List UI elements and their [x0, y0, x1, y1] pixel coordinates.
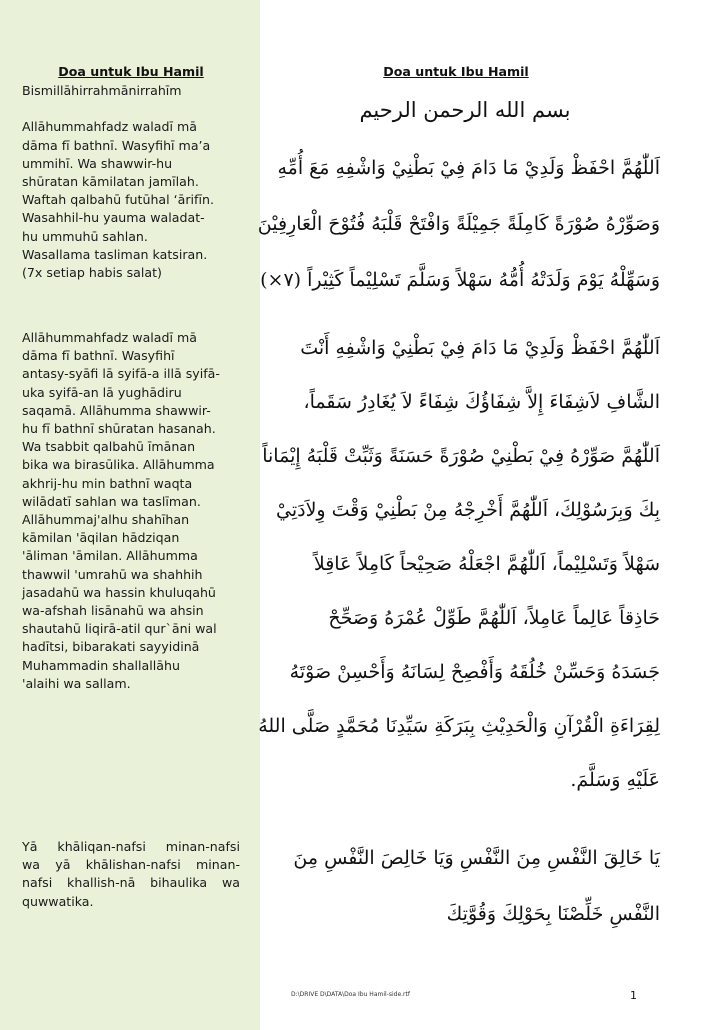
latin-line: dāma fī bathnī. Wasyfihī [22, 348, 175, 364]
latin-line: wa yā khālishan-nafsi minan- [22, 857, 240, 873]
latin-line: Yā khāliqan-nafsi minan-nafsi [22, 839, 240, 854]
arabic-line: اَللّٰهُمَّ احْفَظْ وَلَدِيْ مَا دَامَ فِيْ بَطْنِيْ وَاشْفِهِ أَنْتَ [300, 337, 660, 359]
footer-file-path: D:\DRIVE D\DATA\Doa Ibu Hamil-side.rtf [291, 991, 410, 998]
arabic-line: الشَّافِ لاَشِفَاءَ إِلاَّ شِفَاؤُكَ شِفَاءً لاَ يُغَادِرُ سَقَماً، [303, 391, 660, 413]
latin-paragraph-2 [22, 329, 240, 693]
arabic-line: بِكَ وَبِرَسُوْلِكَ، اَللّٰهُمَّ أَخْرِجْهُ مِنْ بَطْنِيْ وَقْتَ وِلاَدَتِيْ [276, 499, 660, 521]
latin-line: 'alaihi wa sallam. [22, 675, 131, 691]
latin-line: bika wa birasūlika. Allāhumma [22, 457, 215, 473]
latin-line: shautahū liqirā-atil qur`āni wal [22, 621, 217, 637]
latin-line: dāma fī bathnī. Wasyfihī ma’a [22, 137, 211, 153]
latin-line: Allāhummahfadz waladī mā [22, 330, 198, 345]
arabic-line: جَسَدَهُ وَحَسِّنْ خُلُقَهُ وَأَفْصِحْ لِسَانَهُ وَأَحْسِنْ صَوْتَهُ [289, 661, 660, 683]
latin-line: kāmilan 'āqilan hādziqan [22, 530, 180, 546]
latin-line: Wasallama tasliman katsiran. [22, 246, 208, 262]
left-title: Doa untuk Ibu Hamil [58, 64, 204, 79]
latin-line: Bismillāhirrahmānirrahīm [22, 83, 182, 98]
latin-line: Allāhummahfadz waladī mā [22, 119, 198, 135]
latin-line: Allāhummaj'alhu shahīhan [22, 512, 190, 528]
latin-line: Waftah qalbahū futūhal ‘ārifīn. [22, 192, 214, 208]
latin-line: Muhammadin shallallāhu [22, 657, 180, 673]
latin-line: saqamā. Allāhumma shawwir- [22, 402, 211, 418]
arabic-line: اَللّٰهُمَّ صَوِّرْهُ فِيْ بَطْنِيْ صُوْرَةً حَسَنَةً وَثَبِّتْ قَلْبَهُ إِيْمَاناً [262, 445, 660, 467]
latin-line: Wa tsabbit qalbahū īmānan [22, 439, 196, 455]
latin-paragraph-3 [22, 838, 240, 911]
latin-line: thawwil 'umrahū wa shahhih [22, 566, 203, 582]
latin-line: jasadahū wa hassin khuluqahū [22, 584, 216, 600]
arabic-line: النَّفْسِ خَلِّصْنَا بِحَوْلِكَ وَقُوَّتِكَ [446, 903, 660, 925]
latin-line: quwwatika. [22, 893, 94, 909]
right-title: Doa untuk Ibu Hamil [383, 64, 529, 79]
page-number: 1 [630, 989, 637, 1002]
arabic-line: عَلَيْهِ وَسَلَّمَ. [570, 769, 660, 791]
latin-paragraph-1 [22, 82, 240, 282]
latin-line: akhrij-hu min bathnī waqta [22, 475, 193, 491]
latin-line: ummihī. Wa shawwir-hu [22, 155, 173, 171]
arabic-paragraph-2 [258, 321, 660, 807]
latin-line: hadītsi, bibarakati sayyidinā [22, 639, 200, 655]
latin-line: 'āliman 'āmilan. Allāhumma [22, 548, 198, 564]
latin-line: shūratan kāmilatan jamīlah. [22, 174, 199, 189]
arabic-paragraph-1 [257, 140, 660, 308]
bismillah: بسم الله الرحمن الرحيم [359, 98, 571, 122]
latin-line: uka syifā-an lā yughādiru [22, 384, 182, 400]
arabic-line: وَصَوِّرْهُ صُوْرَةً كَامِلَةً جَمِيْلَةً وَافْتَحْ قَلْبَهُ فُتُوْحَ الْعَارِفِيْنَ [257, 213, 660, 235]
latin-line: hu ummuhū sahlan. [22, 228, 148, 244]
latin-line: antasy-syāfi lā syifā-a illā syifā- [22, 366, 220, 382]
latin-line: hu fī bathnī shūratan hasanah. [22, 421, 216, 437]
arabic-line: سَهْلاً وَتَسْلِيْماً، اَللّٰهُمَّ اجْعَلْهُ صَحِيْحاً كَامِلاً عَاقِلاً [313, 553, 660, 575]
latin-line: Wasahhil-hu yauma waladat- [22, 210, 205, 226]
latin-line: nafsi khallish-nā bihaulika wa [22, 875, 240, 891]
latin-line: (7x setiap habis salat) [22, 265, 162, 281]
latin-line [22, 100, 240, 118]
latin-line: wilādatī sahlan wa taslīman. [22, 493, 201, 509]
arabic-line: حَاذِقاً عَالِماً عَامِلاً، اَللّٰهُمَّ طَوِّلْ عُمْرَهُ وَصَحِّحْ [328, 607, 660, 629]
arabic-paragraph-3 [270, 830, 660, 942]
arabic-line: لِقِرَاءَةِ الْقُرْآنِ وَالْحَدِيْثِ بِبَرَكَةِ سَيِّدِنَا مُحَمَّدٍ صَلَّى اللهُ [258, 715, 660, 737]
arabic-line: يَا خَالِقَ النَّفْسِ مِنَ النَّفْسِ وَيَا خَالِصَ النَّفْسِ مِنَ [293, 847, 660, 869]
arabic-line: اَللّٰهُمَّ احْفَظْ وَلَدِيْ مَا دَامَ فِيْ بَطْنِيْ وَاشْفِهِ مَعَ أُمِّهِ [277, 157, 660, 179]
arabic-line: وَسَهِّلْهُ يَوْمَ وَلَدَتْهُ أُمُّهُ سَهْلاً وَسَلَّمَ تَسْلِيْماً كَثِيْراً (٧×) [260, 269, 660, 291]
latin-line: wa-afshah lisānahū wa ahsin [22, 603, 204, 619]
